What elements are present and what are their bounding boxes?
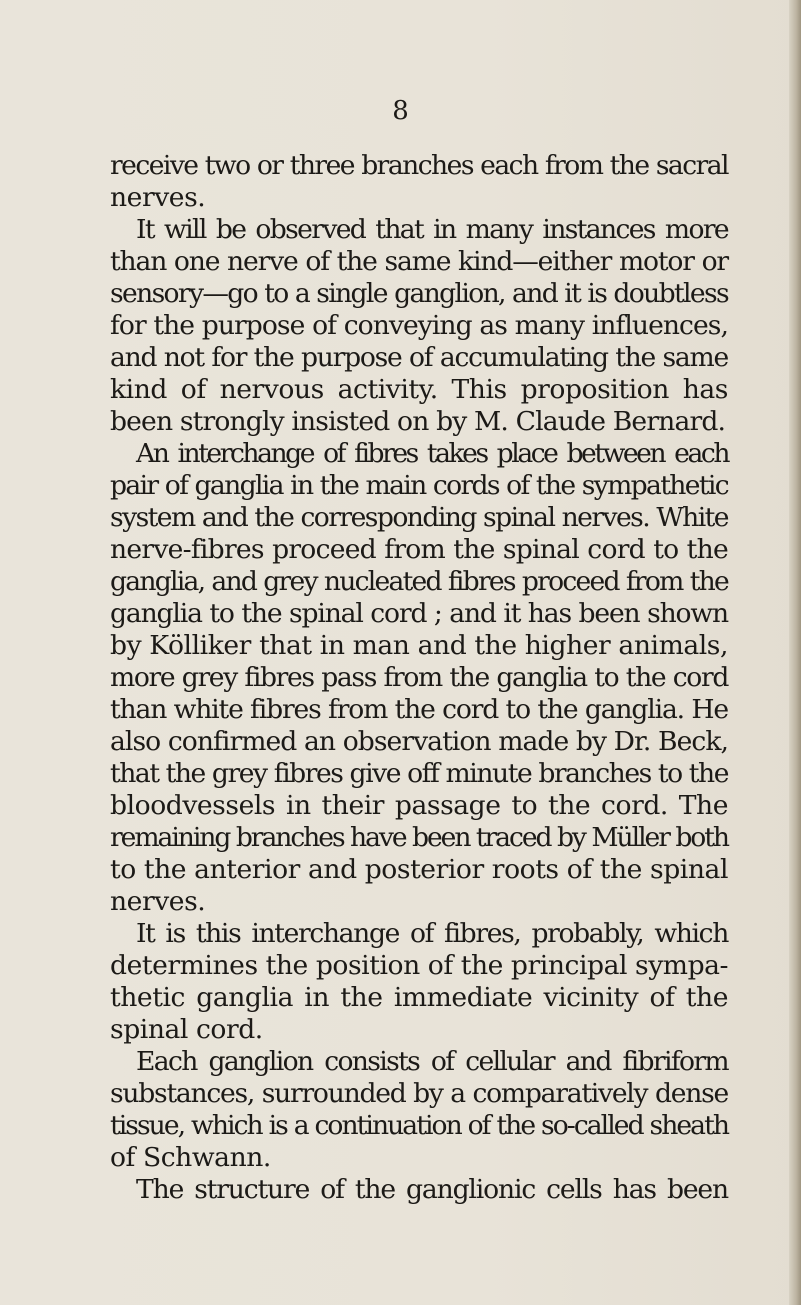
text-line: The structure of the ganglionic cells has been — [136, 1174, 728, 1205]
text-line: remaining branches have been traced by Müller both — [110, 822, 728, 853]
text-line: It is this interchange of fibres, probably, which — [136, 918, 728, 949]
text-line: that the grey fibres give off minute branches to the — [110, 758, 728, 789]
text-line: also confirmed an observation made by Dr. Beck, — [110, 726, 728, 757]
text-line: pair of ganglia in the main cords of the sympathetic — [110, 470, 728, 501]
text-line: of Schwann. — [110, 1142, 271, 1173]
text-line: nerves. — [110, 182, 206, 213]
text-line: ganglia to the spinal cord ; and it has been shown — [110, 598, 728, 629]
text-line: by Kölliker that in man and the higher animals, — [110, 630, 728, 661]
page-edge-shadow — [789, 0, 801, 1305]
text-line: thetic ganglia in the immediate vicinity of the — [110, 982, 728, 1013]
text-line: sensory—go to a single ganglion, and it is doubtless — [110, 278, 728, 309]
text-line: than one nerve of the same kind—either motor or — [110, 246, 728, 277]
text-line: system and the corresponding spinal nerves. White — [110, 502, 728, 533]
text-line: receive two or three branches each from the sacral — [110, 150, 728, 181]
text-line: spinal cord. — [110, 1014, 263, 1045]
text-line: more grey fibres pass from the ganglia to the cord — [110, 662, 728, 693]
text-line: Each ganglion consists of cellular and fibriform — [136, 1046, 728, 1077]
text-line: substances, surrounded by a comparatively dense — [110, 1078, 728, 1109]
text-line: ganglia, and grey nucleated fibres proceed from the — [110, 566, 728, 597]
body-text — [110, 150, 728, 1206]
text-line: for the purpose of conveying as many influences, — [110, 310, 728, 341]
text-line: nerve-fibres proceed from the spinal cord to the — [110, 534, 728, 565]
text-line: determines the position of the principal sympa- — [110, 950, 729, 981]
text-line: kind of nervous activity. This proposition has — [110, 374, 728, 405]
text-line: been strongly insisted on by M. Claude Bernard. — [110, 406, 726, 437]
text-line: tissue, which is a continuation of the so-called sheath — [110, 1110, 728, 1141]
text-line: bloodvessels in their passage to the cord. The — [110, 790, 728, 821]
text-line: nerves. — [110, 886, 206, 917]
text-line: than white fibres from the cord to the ganglia. He — [110, 694, 728, 725]
text-line: It will be observed that in many instances more — [136, 214, 728, 245]
page-number: 8 — [392, 96, 409, 126]
text-line: An interchange of fibres takes place between each — [136, 438, 728, 469]
text-line: to the anterior and posterior roots of the spinal — [110, 854, 728, 885]
text-line: and not for the purpose of accumulating the same — [110, 342, 728, 373]
